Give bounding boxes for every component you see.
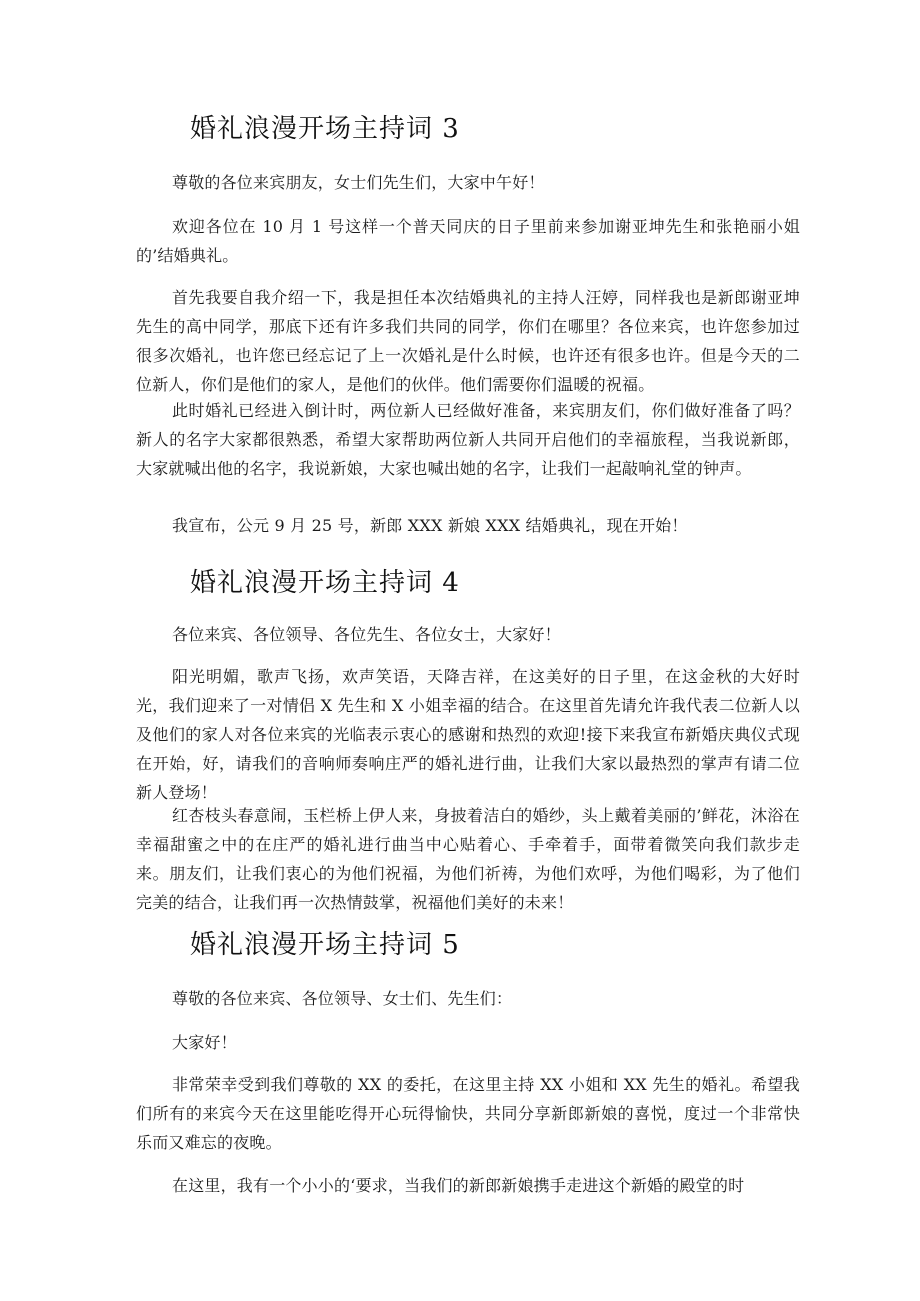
paragraph: 阳光明媚，歌声飞扬，欢声笑语，天降吉祥，在这美好的日子里，在这金秋的大好时光，我们迎来了一对情侣 X 先生和 X 小姐幸福的结合。在这里首先请允许我代表二位新人以及他们的家人对各位来宾的光临表示衷心的感谢和热烈的欢迎!接下来我宣布新婚庆典仪式现在开始，好，请我们的音响师奏响庄严的婚礼进行曲，让我们大家以最热烈的掌声有请二位新人登场！	[136, 667, 800, 802]
paragraph: 首先我要自我介绍一下，我是担任本次结婚典礼的主持人汪婷，同样我也是新郎谢亚坤先生的高中同学，那底下还有许多我们共同的同学，你们在哪里？各位来宾，也许您参加过很多次婚礼，也许您已经忘记了上一次婚礼是什么时候，也许还有很多也许。但是今天的二位新人，你们是他们的家人，是他们的伙伴。他们需要你们温暖的祝福。	[136, 288, 800, 394]
paragraph: 尊敬的各位来宾朋友，女士们先生们，大家中午好！	[172, 173, 545, 192]
paragraph: 此时婚礼已经进入倒计时，两位新人已经做好准备，来宾朋友们，你们做好准备了吗？新人的名字大家都很熟悉，希望大家帮助两位新人共同开启他们的幸福旅程，当我说新郎，大家就喊出他的名字，我说新娘，大家也喊出她的名字，让我们一起敲响礼堂的钟声。	[136, 401, 800, 478]
paragraph: 非常荣幸受到我们尊敬的 XX 的委托，在这里主持 XX 小姐和 XX 先生的婚礼。希望我们所有的来宾今天在这里能吃得开心玩得愉快，共同分享新郎新娘的喜悦，度过一个非常快乐而又难忘的夜晚。	[136, 1075, 800, 1152]
paragraph: 我宣布，公元 9 月 25 号，新郎 XXX 新娘 XXX 结婚典礼，现在开始！	[172, 516, 688, 535]
paragraph: 在这里，我有一个小小的‘要求，当我们的新郎新娘携手走进这个新婚的殿堂的时	[172, 1176, 745, 1195]
paragraph: 红杏枝头春意闹，玉栏桥上伊人来，身披着洁白的婚纱，头上戴着美丽的’鲜花，沐浴在幸福甜蜜之中的在庄严的婚礼进行曲当中心贴着心、手牵着手，面带着微笑向我们款步走来。朋友们，让我们衷心的为他们祝福，为他们祈祷，为他们欢呼，为他们喝彩，为了他们完美的结合，让我们再一次热情鼓掌，祝福他们美好的未来！	[136, 806, 800, 912]
paragraph: 各位来宾、各位领导、各位先生、各位女士，大家好！	[172, 625, 561, 644]
section-title-3: 婚礼浪漫开场主持词 3	[190, 114, 460, 144]
section-title-4: 婚礼浪漫开场主持词 4	[190, 568, 460, 598]
paragraph: 欢迎各位在 10 月 1 号这样一个普天同庆的日子里前来参加谢亚坤先生和张艳丽小姐的’结婚典礼。	[136, 217, 800, 265]
paragraph: 尊敬的各位来宾、各位领导、女士们、先生们：	[172, 989, 513, 1008]
section-title-5: 婚礼浪漫开场主持词 5	[190, 930, 460, 960]
paragraph: 大家好！	[172, 1033, 237, 1052]
